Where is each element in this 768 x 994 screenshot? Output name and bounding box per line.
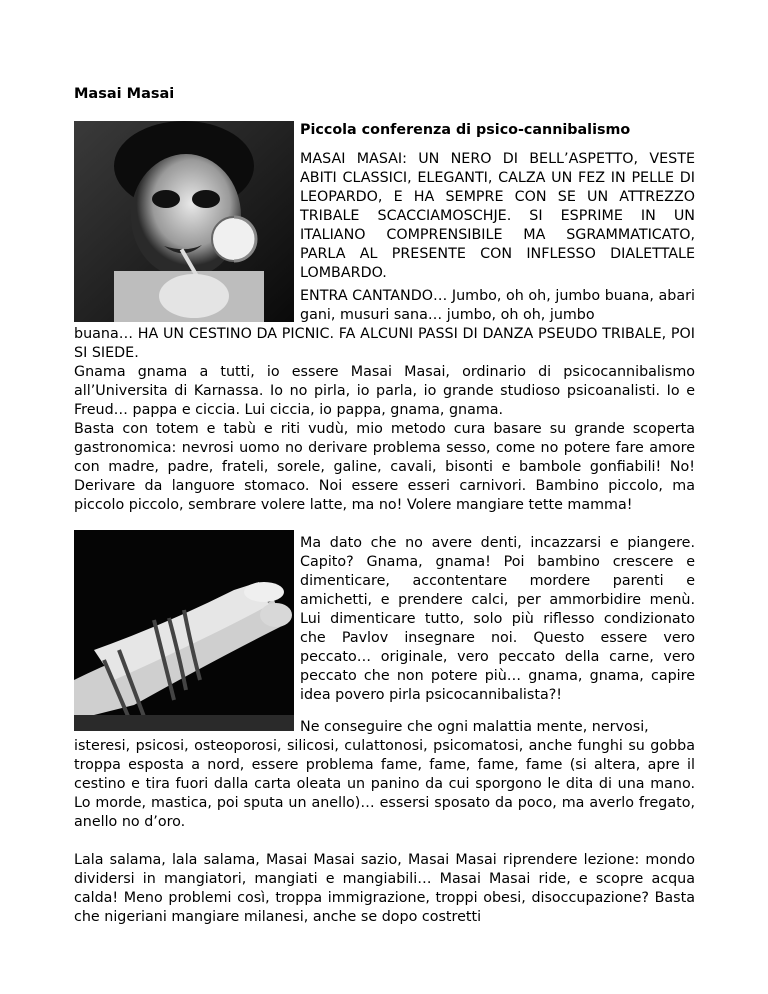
paragraph-text: Lala salama, lala salama, Masai Masai sazio, Masai Masai riprendere lezione: mondo dividersi in mangiatori, mangiati e mangiabili… Masai Masai ride, e scopre acqua calda! Meno problemi così, troppa immigrazione, troppi obesi, disoccupazione? Basta che nigeriani mangiare milanesi, anche se dopo costretti — [74, 852, 695, 925]
document-subtitle: Piccola conferenza di psico-cannibalismo — [300, 122, 631, 138]
paragraph-text: Ne conseguire che ogni malattia mente, nervosi, — [300, 719, 649, 735]
paragraph-text: isteresi, psicosi, osteoporosi, silicosi, culattonosi, psicomatosi, anche funghi su gobba troppa esposta a nord, essere problema fame, fame, fame, fame (si altera, apre il cestino e tira fuori dalla carta oleata un panino da cui sporgono le dita di una mano. Lo morde, mastica, poi sputa un anello)… essersi sposato da poco, ma averlo fregato, anello no d’oro. — [74, 738, 695, 830]
paragraph-1 — [300, 150, 695, 283]
paragraph-text: ENTRA CANTANDO… Jumbo, oh oh, jumbo buana, abari gani, musuri sana… jumbo, oh oh, jumbo — [300, 288, 695, 323]
paragraph-2-continued — [74, 325, 695, 363]
paragraph-text: MASAI MASAI: UN NERO DI BELL’ASPETTO, VESTE ABITI CLASSICI, ELEGANTI, CALZA UN FEZ IN PELLE DI LEOPARDO, E HA SEMPRE CON SE UN ATTREZZO TRIBALE SCACCIAMOSCHJE. SI ESPRIME IN UN ITALIANO COMPRENSIBILE MA SGRAMMATICATO, PARLA AL PRESENTE CON INFLESSO DIALETTALE LOMBARDO. — [300, 151, 695, 281]
paragraph-text: Gnama gnama a tutti, io essere Masai Masai, ordinario di psicocannibalismo all’Universita di Karnassa. Io no pirla, io parla, io grande studioso psicoanalisti. Io e Freud… pappa e ciccia. Lui ciccia, io pappa, gnama, gnama. — [74, 364, 695, 418]
paragraph-2-column — [300, 287, 695, 325]
photo-bound-feet — [74, 530, 294, 731]
paragraph-text: Basta con totem e tabù e riti vudù, mio metodo cura basare su grande scoperta gastronomica: nevrosi uomo no derivare problema sesso, come no potere fare amore con madre, padre, frateli, sorele, galine, cavali, bisonti e bambole gonfiabili! No! Derivare da languore stomaco. Noi essere esseri carnivori. Bambino piccolo, ma piccolo piccolo, sembrare volere latte, ma no! Volere mangiare tette mamma! — [74, 421, 695, 513]
subtitle-column — [300, 121, 695, 140]
paragraph-text: Ma dato che no avere denti, incazzarsi e piangere. Capito? Gnama, gnama! Poi bambino crescere e dimenticare, accontentare mordere parenti e amichetti, e prendere calci, per ammorbidire menù. Lui dimenticare tutto, solo più riflesso condizionato che Pavlov insegnare noi. Questo essere vero peccato… originale, vero peccato della carne, vero peccato che non potere più… gnama, gnama, capire idea povero pirla psicocannibalista?! — [300, 535, 695, 703]
paragraph-6-continued — [74, 737, 695, 832]
paragraph-5 — [300, 534, 695, 705]
paragraph-4 — [74, 420, 695, 515]
paragraph-7 — [74, 851, 695, 927]
photo-woman-lollipop — [74, 121, 294, 322]
document-title: Masai Masai — [74, 86, 175, 102]
paragraph-3 — [74, 363, 695, 420]
paragraph-6-column — [300, 718, 695, 737]
paragraph-text: buana… HA UN CESTINO DA PICNIC. FA ALCUNI PASSI DI DANZA PSEUDO TRIBALE, POI SI SIEDE. — [74, 326, 695, 361]
